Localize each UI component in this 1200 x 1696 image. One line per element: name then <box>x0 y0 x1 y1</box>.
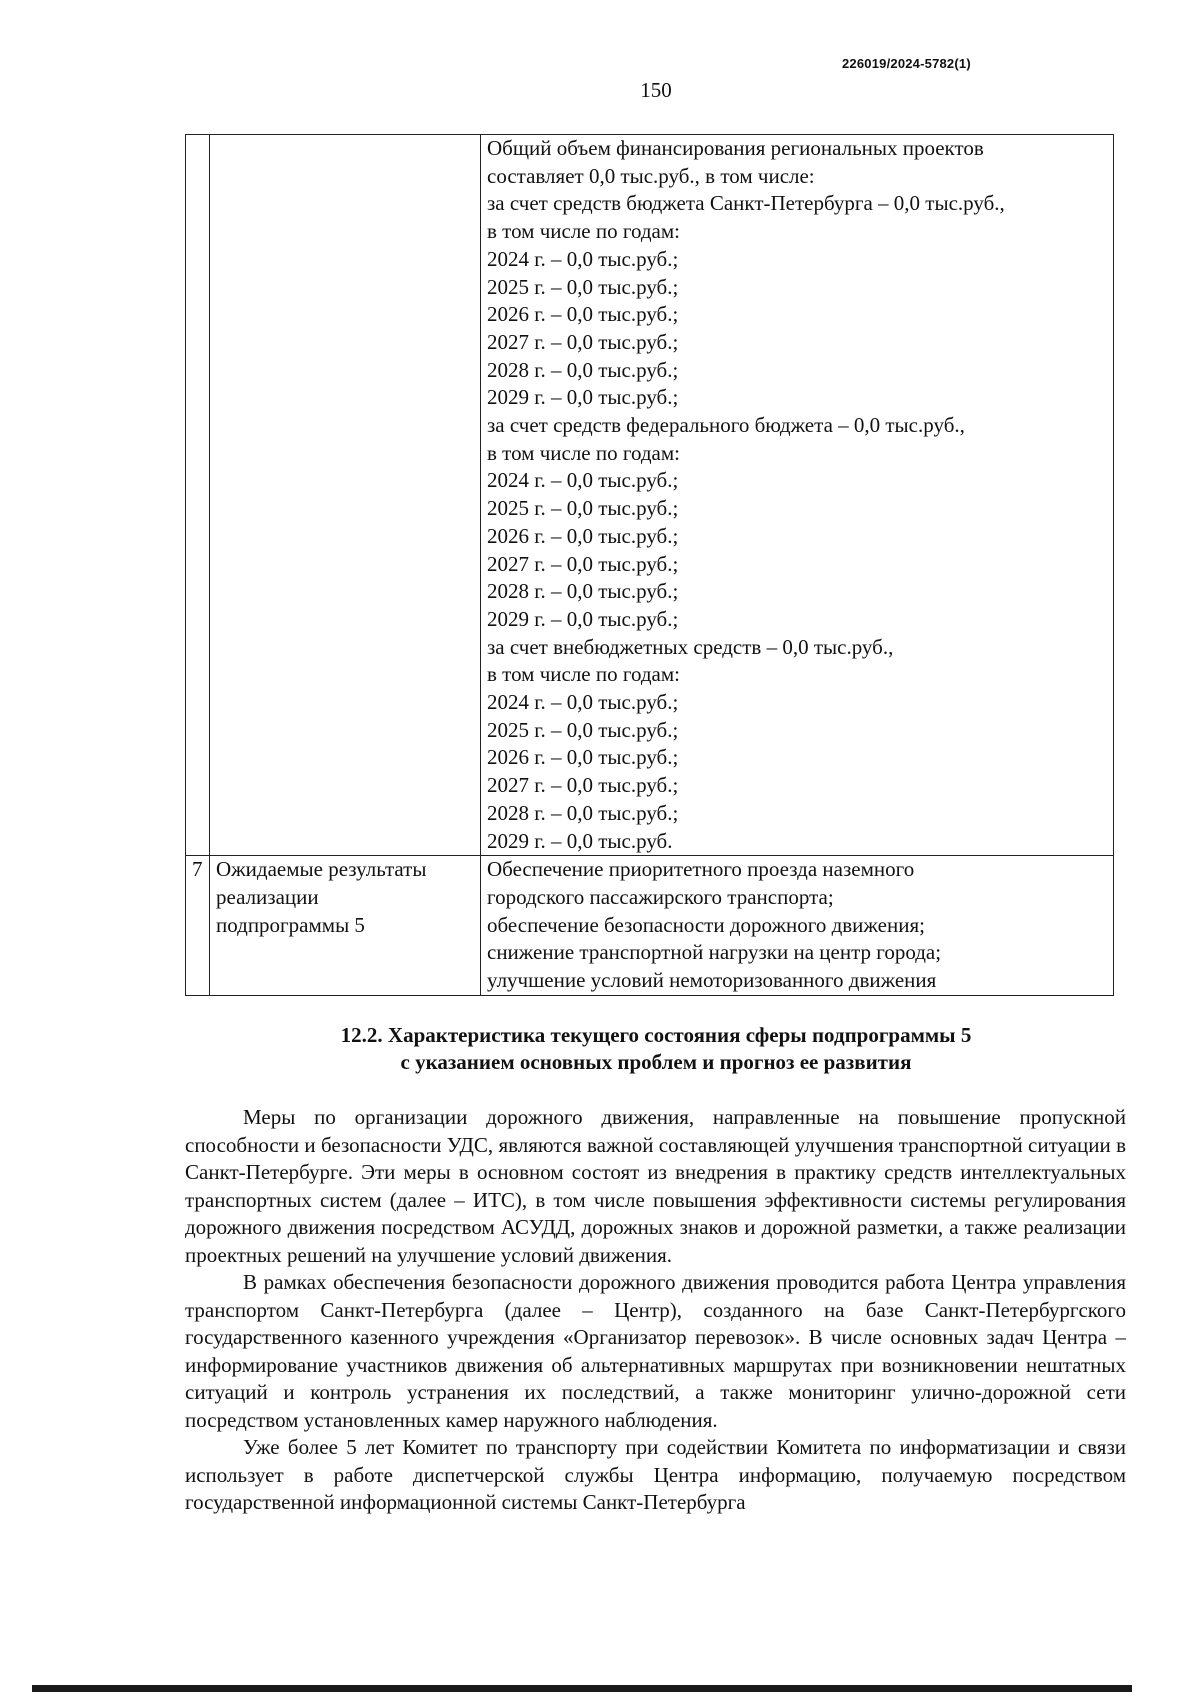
section-heading-line: 12.2. Характеристика текущего состояния сферы подпрограммы 5 <box>340 1023 972 1047</box>
financing-line: 2027 г. – 0,0 тыс.руб.; <box>487 551 679 576</box>
financing-line: 2027 г. – 0,0 тыс.руб.; <box>487 329 679 354</box>
row-name-cell <box>210 135 481 856</box>
table-row-financing <box>186 135 1114 856</box>
financing-line: 2024 г. – 0,0 тыс.руб.; <box>487 690 679 715</box>
paragraph: Меры по организации дорожного движения, направленные на повышение пропускной способности и безопасности УДС, являются важной составляющей улучшения транспортной ситуации в Санкт-Петербурге. Эти меры в основном состоят из внедрения в практику средств интеллектуальных транспортных систем (далее – ИТС), в том числе повышения эффективности системы регулирования дорожного движения посредством АСУДД, дорожных знаков и дорожной разметки, а также реализации проектных решений на улучшение условий движения. <box>185 1105 1126 1267</box>
row-name-line: реализации <box>216 884 319 909</box>
financing-line: за счет средств федерального бюджета – 0,0 тыс.руб., <box>487 413 965 438</box>
result-line: городского пассажирского транспорта; <box>487 884 834 909</box>
financing-line: 2025 г. – 0,0 тыс.руб.; <box>487 274 679 299</box>
financing-line: 2025 г. – 0,0 тыс.руб.; <box>487 496 679 521</box>
financing-line: Общий объем финансирования региональных проектов <box>487 136 984 160</box>
row-number-cell: 7 <box>186 856 210 996</box>
financing-line: 2025 г. – 0,0 тыс.руб.; <box>487 717 679 742</box>
page-number: 150 <box>640 78 672 102</box>
financing-line: в том числе по годам: <box>487 219 680 244</box>
row-name-line: Ожидаемые результаты <box>216 857 427 882</box>
result-line: обеспечение безопасности дорожного движения; <box>487 912 925 937</box>
expected-results-cell <box>481 856 1114 996</box>
financing-line: 2026 г. – 0,0 тыс.руб.; <box>487 302 679 327</box>
section-body <box>185 1104 1126 1517</box>
financing-line: 2027 г. – 0,0 тыс.руб.; <box>487 773 679 798</box>
result-line: Обеспечение приоритетного проезда наземного <box>487 857 915 882</box>
paragraph: В рамках обеспечения безопасности дорожного движения проводится работа Центра управления транспортом Санкт-Петербурга (далее – Центр), созданного на базе Санкт-Петербургского государственного казенного учреждения «Организатор перевозок». В числе основных задач Центра – информирование участников движения об альтернативных маршрутах при возникновении нештатных ситуаций и контроль устранения их последствий, а также мониторинг улично-дорожной сети посредством установленных камер наружного наблюдения. <box>185 1270 1126 1432</box>
financing-line: 2028 г. – 0,0 тыс.руб.; <box>487 800 679 825</box>
row-name-line: подпрограммы 5 <box>216 912 365 937</box>
financing-line: 2029 г. – 0,0 тыс.руб.; <box>487 385 679 410</box>
section-heading-line: с указанием основных проблем и прогноз ее развития <box>400 1050 912 1074</box>
result-line: улучшение условий немоторизованного движения <box>487 968 937 993</box>
paragraph: Уже более 5 лет Комитет по транспорту при содействии Комитета по информатизации и связи использует в работе диспетчерской службы Центра информацию, получаемую посредством государственной информационной системы Санкт-Петербурга <box>185 1435 1126 1514</box>
result-line: снижение транспортной нагрузки на центр города; <box>487 940 942 965</box>
financing-line: 2029 г. – 0,0 тыс.руб.; <box>487 606 679 631</box>
financing-line: 2028 г. – 0,0 тыс.руб.; <box>487 579 679 604</box>
financing-line: 2028 г. – 0,0 тыс.руб.; <box>487 357 679 382</box>
financing-line: 2024 г. – 0,0 тыс.руб.; <box>487 246 679 271</box>
document-id: 226019/2024-5782(1) <box>842 56 971 71</box>
financing-line: 2024 г. – 0,0 тыс.руб.; <box>487 468 679 493</box>
financing-line: в том числе по годам: <box>487 440 680 465</box>
table-row-expected-results <box>186 856 1114 996</box>
financing-line: 2026 г. – 0,0 тыс.руб.; <box>487 745 679 770</box>
scan-bottom-edge <box>32 1685 1132 1692</box>
section-heading <box>185 1022 1127 1076</box>
row-number-cell <box>186 135 210 856</box>
financing-line: за счет внебюджетных средств – 0,0 тыс.руб., <box>487 634 894 659</box>
financing-table <box>185 134 1114 996</box>
financing-line: 2029 г. – 0,0 тыс.руб. <box>487 828 673 853</box>
financing-line: в том числе по годам: <box>487 662 680 687</box>
financing-description-cell <box>481 135 1114 856</box>
financing-line: за счет средств бюджета Санкт-Петербурга – 0,0 тыс.руб., <box>487 191 1005 216</box>
financing-line: 2026 г. – 0,0 тыс.руб.; <box>487 523 679 548</box>
financing-line: составляет 0,0 тыс.руб., в том числе: <box>487 163 815 188</box>
row-name-cell <box>210 856 481 996</box>
